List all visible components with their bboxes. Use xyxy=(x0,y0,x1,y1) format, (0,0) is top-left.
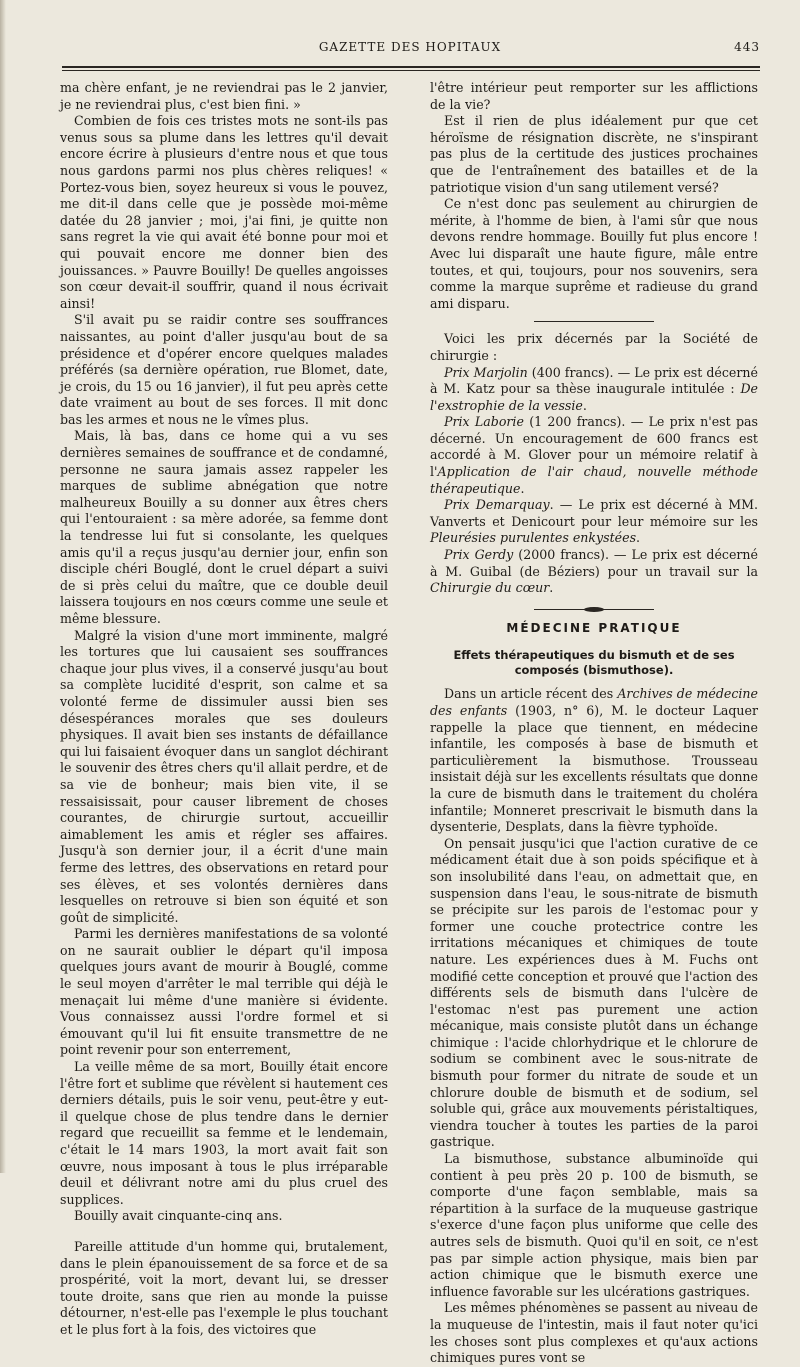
prize-text: (400 francs). — Le prix est décerné à M. Katz pour sa thèse inaugurale intitulée : xyxy=(430,364,758,397)
section-separator xyxy=(534,321,654,322)
ornament-separator xyxy=(534,609,654,610)
prize-name: Prix Laborie xyxy=(444,414,524,430)
paragraph: ma chère enfant, je ne reviendrai pas le 2 janvier, je ne reviendrai plus, c'est bien fini. » xyxy=(60,80,388,112)
journal-name: Archives de médecine des enfants xyxy=(430,686,758,718)
paragraph: S'il avait pu se raidir contre ses souffrances naissantes, au point d'aller jusqu'au bout de sa présidence et d'opérer encore quelques malades préférés (sa dernière opération, rue Blomet, date, je crois, du 15 ou 16 janvier), il fut peu après cette date vraiment au bout de ses forces. Il mit donc bas les armes et nous ne le vîmes plus. xyxy=(60,312,388,427)
paragraph: On pensait jusqu'ici que l'action curative de ce médicament était due à son poids spécifique et à son insolubilité dans l'eau, on admettait que, en suspension dans l'eau, le sous-nitrate de bismuth se précipite sur les parois de l'estomac pour y former une couche protectrice contre les irritations mécaniques et chimiques de toute nature. Les expériences dues à M. Fuchs ont modifié cette conception et prouvé que l'action des différents sels de bismuth dans l'ulcère de l'estomac n'est pas purement une action mécanique, mais consiste plutôt dans un échange chimique : l'acide chlorhydrique et le chlorure de sodium se combinent avec le sous-nitrate de bismuth pour former du nitrate de soude et un chlorure double de bismuth et de sodium, sel soluble qui, grâce aux mouvements péristaltiques, viendra toucher à toutes les parties de la paroi gastrique. xyxy=(430,835,758,1150)
paragraph: Combien de fois ces tristes mots ne sont-ils pas venus sous sa plume dans les lettres qu'il devait encore écrire à plusieurs d'entre nous et que tous nous gardons parmi nos plus chères reliques! « Portez-vous bien, soyez heureux si vous le pouvez, me dit-il dans celle que je possède moi-même datée du 28 janvier ; moi, j'ai fini, je quitte non sans regret la vie qui avait été bonne pour moi et qui pouvait encore me donner bien des jouissances. » Pauvre Bouilly! De quelles angoisses son cœur devait-il souffrir, quand il nous écrivait ainsi! xyxy=(60,113,388,311)
right-column xyxy=(430,80,758,1367)
prizes-intro: Voici les prix décernés par la Société de chirurgie : xyxy=(430,331,758,363)
prize-text: . — Le prix est décerné à MM. Vanverts et Denicourt pour leur mémoire sur les xyxy=(430,497,758,529)
prize-entry xyxy=(430,414,758,497)
section-title: MÉDECINE PRATIQUE xyxy=(506,620,682,635)
prize-work: Application de l'air chaud, nouvelle méthode thérapeutique xyxy=(430,464,758,496)
prize-name: Prix Marjolin xyxy=(444,364,528,380)
page-header xyxy=(60,40,760,62)
intro-after: (1903, n° 6), M. le docteur Laquer rappelle la place que tiennent, en médecine infantile, les composés à base de bismuth et particulièrement la bismuthose. Trousseau insistait déjà sur les excellents résultats que donne la cure de bismuth dans le traitement du choléra infantile; Monneret prescrivait le bismuth dans la dysenterie, Desplats, dans la fièvre typhoïde. xyxy=(430,703,758,835)
paragraph: La veille même de sa mort, Bouilly était encore l'être fort et sublime que révèlent si hautement ces derniers détails, puis le soir venu, peut-être y eut-il quelque chose de plus tendre dans le dernier regard que recueillit sa femme et le lendemain, c'était le 14 mars 1903, la mort avait fait son œuvre, nous imposant à tous le plus irréparable deuil et délivrant notre ami du plus cruel des supplices. xyxy=(60,1059,389,1207)
intro-before: Dans un article récent des xyxy=(444,686,618,702)
prize-work: Chirurgie du cœur xyxy=(430,580,550,596)
paragraph xyxy=(430,686,758,835)
prize-work: Pleurésies purulentes enkystées xyxy=(430,530,637,546)
header-rule-thick xyxy=(62,66,760,68)
paragraph: Parmi les dernières manifestations de sa volonté on ne saurait oublier le départ qu'il imposa quelques jours avant de mourir à Bouglé, comme le seul moyen d'arrêter le mal terrible qui déjà le menaçait lui même d'une manière si évidente. Vous connaissez aussi l'ordre formel et si émouvant qu'il lui fit ensuite transmettre de ne point revenir pour son enterrement, xyxy=(60,926,388,1058)
paragraph: l'être intérieur peut remporter sur les afflictions de la vie? xyxy=(430,80,758,112)
paragraph: La bismuthose, substance albuminoïde qui contient à peu près 20 p. 100 de bismuth, se comporte d'une façon semblable, mais sa répartition à la surface de la muqueuse gastrique s'exerce d'une façon plus uniforme que celle des autres sels de bismuth. Quoi qu'il en soit, ce n'est pas par simple action physique, mais bien par action chimique que le bismuth exerce une influence favorable sur les ulcérations gastriques. xyxy=(430,1151,758,1299)
header-rule-thin xyxy=(62,70,760,71)
prize-tail: . xyxy=(636,530,641,546)
paragraph: Ce n'est donc pas seulement au chirurgien de mérite, à l'homme de bien, à l'ami sûr que nous devons rendre hommage. Bouilly fut plus encore ! Avec lui disparaît une haute figure, mâle entre toutes, et qui, toujours, pour nos souvenirs, sera comme la marque suprême et radieuse du grand ami disparu. xyxy=(430,196,758,311)
prize-tail: . xyxy=(582,397,587,413)
paragraph: Mais, là bas, dans ce home qui a vu ses dernières semaines de souffrance et de condamné, personne ne saura jamais assez rappeler les marques de sublime abnégation que notre malheureux Bouilly a su donner aux êtres chers qui l'entouraient : sa mère adorée, sa femme dont la tendresse lui fut si consolante, les quelques amis qu'il a reçus jusqu'au dernier jour, enfin son disciple chéri Bouglé, dont le cruel départ a suivi de si près celui du maître, que ce double deuil laissera toujours en nos cœurs comme une seule et même blessure. xyxy=(60,428,388,626)
paragraph: Pareille attitude d'un homme qui, brutalement, dans le plein épanouissement de sa force et de sa prospérité, voit la mort, devant lui, se dresser toute droite, sans que rien au monde la puisse détourner, n'est-elle pas l'exemple le plus touchant et le plus fort à la fois, des victoires que xyxy=(60,1238,388,1337)
prize-work: De l'exstrophie de la vessie xyxy=(430,381,758,413)
prize-text: (1 200 francs). — Le prix n'est pas décerné. Un encouragement de 600 francs est accordé à M. Glover pour un mémoire relatif à l' xyxy=(430,414,758,480)
paragraph: Malgré la vision d'une mort imminente, malgré les tortures que lui causaient ses souffrances chaque jour plus vives, il a conservé jusqu'au bout sa complète lucidité d'esprit, son calme et sa volonté ferme de dissimuler aussi bien ses désespérances morales que ses douleurs physiques. Il avait bien ses instants de défaillance qui lui faisaient évoquer dans un sanglot déchirant le souvenir des êtres chers qu'il allait perdre, et de sa vie de bonheur; mais bien vite, il se ressaisissait, pour causer librement de choses courantes, de chirurgie surtout, accueillir aimablement les amis et régler ses affaires. Jusqu'à son dernier jour, il a écrit d'une main ferme des lettres, des observations en retard pour ses élèves, et ses volontés dernières dans lesquelles on retrouve si bien son équité et son goût de simplicité. xyxy=(60,627,388,925)
prize-name: Prix Demarquay xyxy=(444,497,550,513)
prize-text: (2000 francs). — Le prix est décerné à M. Guibal (de Béziers) pour un travail sur la xyxy=(430,547,758,579)
page-binding-shadow xyxy=(0,0,6,1173)
prize-tail: . xyxy=(549,580,554,596)
prize-entry xyxy=(430,365,758,415)
paragraph: Bouilly avait cinquante-cinq ans. xyxy=(74,1208,283,1224)
article-title: Effets thérapeutiques du bismuth et de ses composés (bismuthose). xyxy=(453,648,735,678)
page-number: 443 xyxy=(734,40,760,54)
prize-tail: . xyxy=(520,480,525,496)
prize-name: Prix Gerdy xyxy=(444,547,514,563)
paragraph: Les mêmes phénomènes se passent au niveau de la muqueuse de l'intestin, mais il faut noter qu'ici les choses sont plus complexes et qu'aux actions chimiques pures vont se xyxy=(430,1300,758,1366)
paragraph: Est il rien de plus idéalement pur que cet héroïsme de résignation discrète, ne s'inspirant pas plus de la certitude des justices prochaines que de l'entraînement des batailles et de la patriotique vision d'un sang utilement versé? xyxy=(430,113,758,195)
prize-entry xyxy=(430,547,758,597)
left-column xyxy=(60,80,388,1339)
journal-title: GAZETTE DES HOPITAUX xyxy=(318,40,502,54)
prize-entry xyxy=(430,497,758,547)
